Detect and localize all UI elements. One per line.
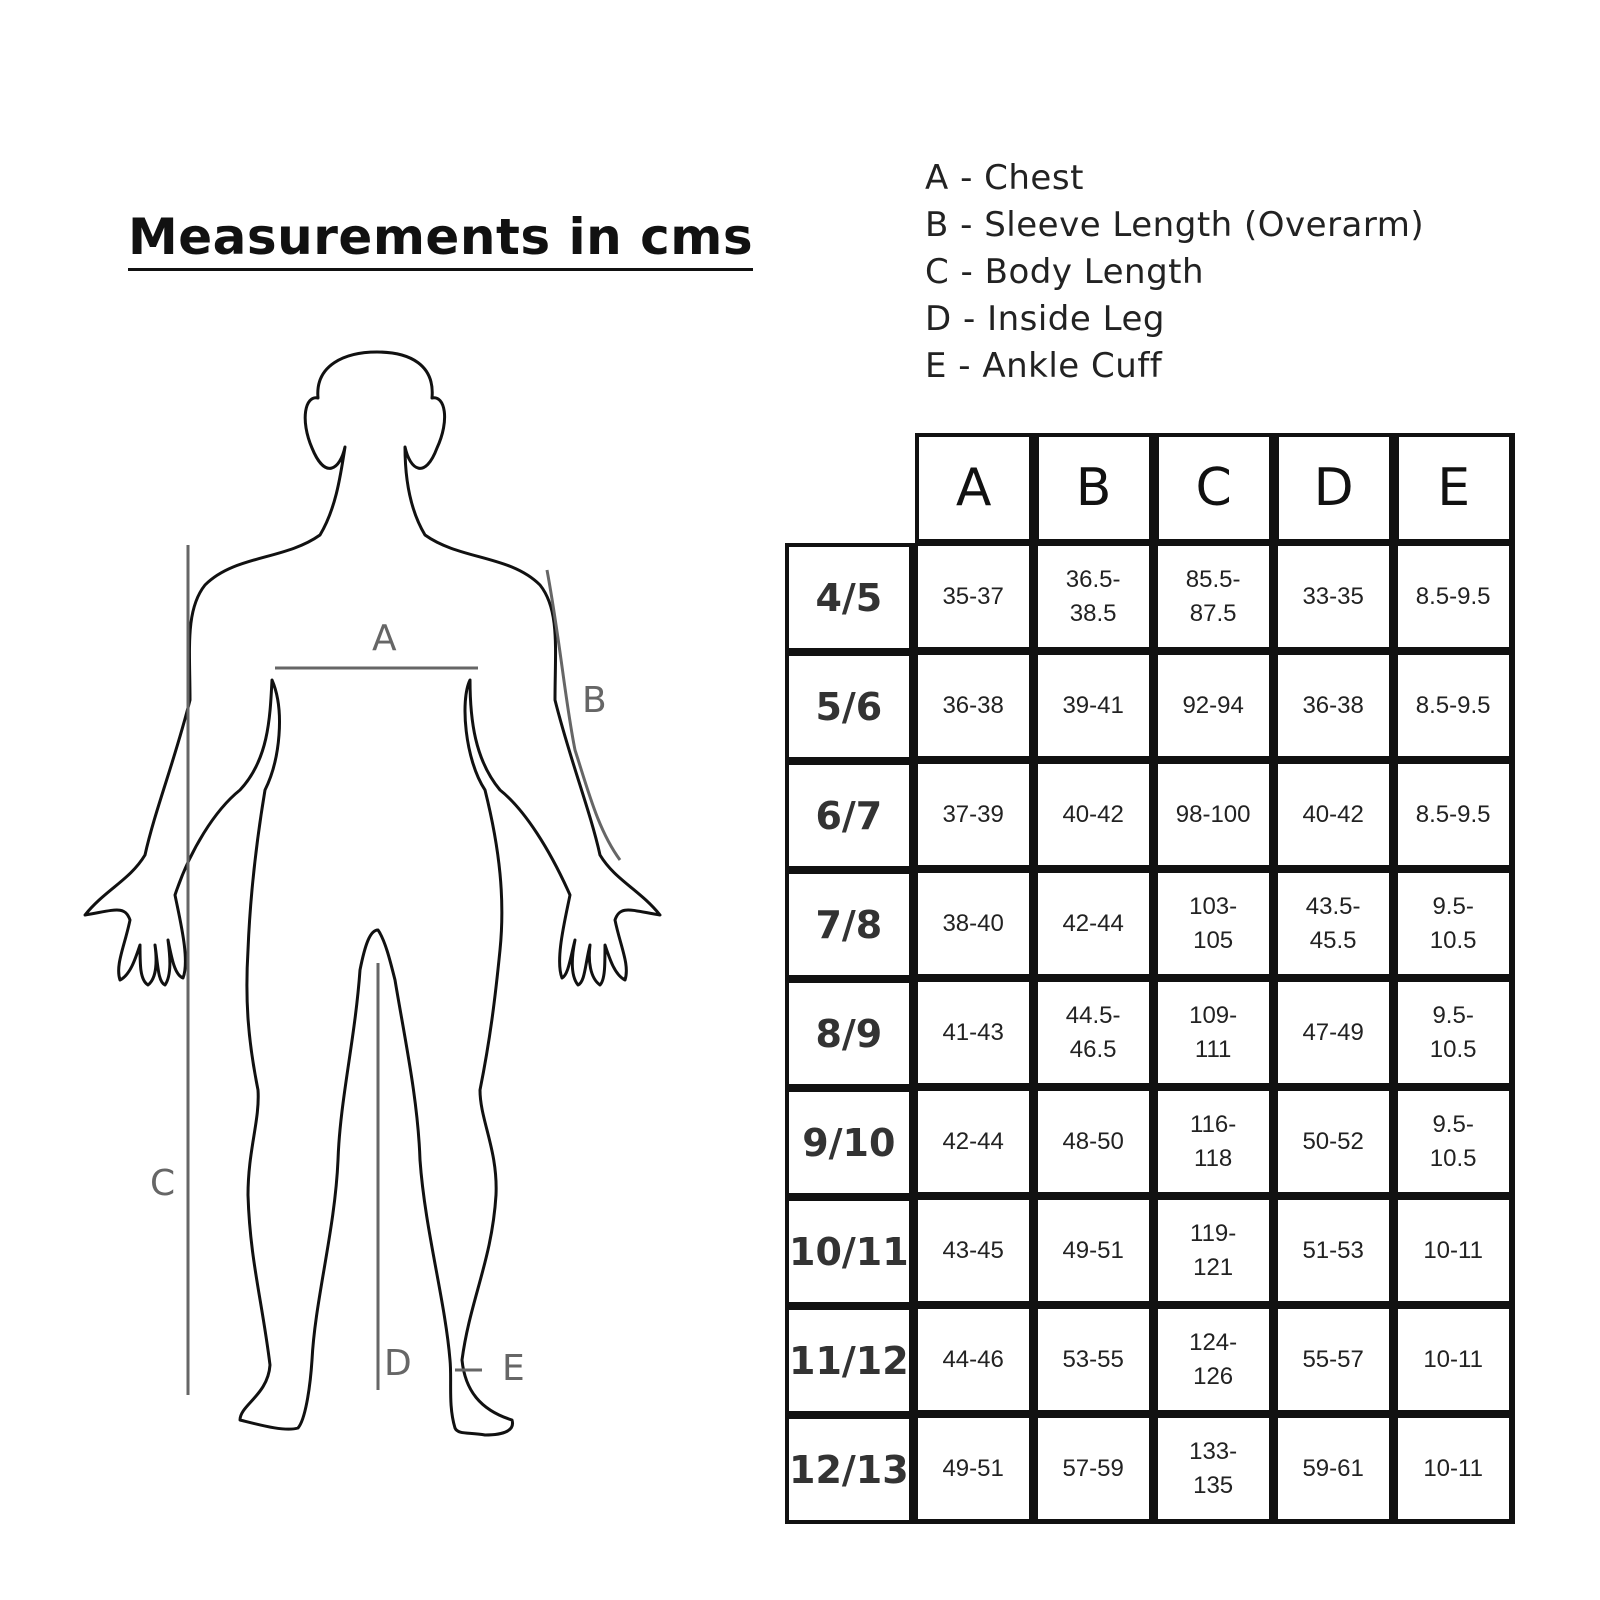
- table-cell: [1035, 761, 1155, 870]
- cell-value: 9.5-10.5: [1429, 1110, 1477, 1172]
- size-label: 6/7: [785, 761, 915, 870]
- size-label: 10/11: [785, 1197, 915, 1306]
- cell-value: 38-40: [942, 909, 1004, 937]
- cell-value: 8.5-9.5: [1415, 691, 1491, 719]
- size-label: 8/9: [785, 979, 915, 1088]
- table-cell: [1275, 543, 1395, 652]
- table-cell: [1275, 652, 1395, 761]
- measurement-legend: [925, 155, 1424, 390]
- table-cell: [1035, 1197, 1155, 1306]
- cell-value: 33-35: [1302, 582, 1364, 610]
- table-cell: [1395, 1088, 1515, 1197]
- cell-value: 37-39: [942, 800, 1004, 828]
- figure-label-b: B: [582, 680, 607, 721]
- table-row: [785, 761, 1515, 870]
- legend-item-b: B - Sleeve Length (Overarm): [925, 205, 1425, 245]
- cell-value: 35-37: [942, 582, 1004, 610]
- column-header-c: C: [1155, 433, 1275, 543]
- cell-value: 43.5-45.5: [1305, 892, 1361, 954]
- cell-value: 57-59: [1062, 1454, 1124, 1482]
- cell-value: 50-52: [1302, 1127, 1364, 1155]
- table-cell: [1155, 979, 1275, 1088]
- table-cell: [1035, 543, 1155, 652]
- table-corner: [785, 433, 915, 543]
- table-cell: [1035, 652, 1155, 761]
- column-header-a: A: [915, 433, 1035, 543]
- cell-value: 39-41: [1062, 691, 1124, 719]
- table-cell: [915, 1306, 1035, 1415]
- table-cell: [1275, 1088, 1395, 1197]
- cell-value: 49-51: [1062, 1236, 1124, 1264]
- table-row: [785, 543, 1515, 652]
- table-cell: [915, 1197, 1035, 1306]
- cell-value: 98-100: [1175, 800, 1251, 828]
- table-cell: [1155, 1088, 1275, 1197]
- cell-value: 8.5-9.5: [1415, 582, 1491, 610]
- table-row: [785, 652, 1515, 761]
- table-cell: [1035, 870, 1155, 979]
- table-header-row: [785, 433, 1515, 543]
- cell-value: 40-42: [1062, 800, 1124, 828]
- figure-label-d: D: [384, 1343, 412, 1384]
- table-cell: [1275, 761, 1395, 870]
- cell-value: 85.5-87.5: [1185, 565, 1241, 627]
- size-label: 9/10: [785, 1088, 915, 1197]
- table-cell: [1155, 1415, 1275, 1524]
- legend-item-e: E - Ankle Cuff: [925, 346, 1163, 386]
- cell-value: 10-11: [1423, 1345, 1483, 1373]
- cell-value: 59-61: [1302, 1454, 1364, 1482]
- cell-value: 42-44: [1062, 909, 1124, 937]
- cell-value: 36-38: [942, 691, 1004, 719]
- table-cell: [1395, 1306, 1515, 1415]
- table-cell: [1395, 979, 1515, 1088]
- cell-value: 51-53: [1302, 1236, 1364, 1264]
- table-cell: [1275, 1415, 1395, 1524]
- cell-value: 36-38: [1302, 691, 1364, 719]
- table-cell: [915, 543, 1035, 652]
- table-row: [785, 1306, 1515, 1415]
- table-cell: [1395, 1197, 1515, 1306]
- legend-item-c: C - Body Length: [925, 252, 1205, 292]
- table-row: [785, 1088, 1515, 1197]
- table-cell: [1035, 1306, 1155, 1415]
- table-cell: [1155, 1197, 1275, 1306]
- table-cell: [1395, 1415, 1515, 1524]
- table-row: [785, 870, 1515, 979]
- table-row: [785, 1197, 1515, 1306]
- size-chart-table: [785, 433, 1515, 1524]
- cell-value: 9.5-10.5: [1429, 1001, 1477, 1063]
- cell-value: 53-55: [1062, 1345, 1124, 1373]
- table-cell: [915, 870, 1035, 979]
- cell-value: 40-42: [1302, 800, 1364, 828]
- table-cell: [1155, 1306, 1275, 1415]
- table-cell: [915, 1088, 1035, 1197]
- cell-value: 44.5-46.5: [1065, 1001, 1121, 1063]
- cell-value: 9.5-10.5: [1429, 892, 1477, 954]
- cell-value: 43-45: [942, 1236, 1004, 1264]
- legend-item-a: A - Chest: [925, 158, 1084, 198]
- cell-value: 42-44: [942, 1127, 1004, 1155]
- table-row: [785, 1415, 1515, 1524]
- size-label: 5/6: [785, 652, 915, 761]
- column-header-d: D: [1275, 433, 1395, 543]
- size-label: 7/8: [785, 870, 915, 979]
- cell-value: 116-118: [1190, 1110, 1237, 1172]
- cell-value: 124-126: [1189, 1328, 1238, 1390]
- cell-value: 47-49: [1302, 1018, 1364, 1046]
- table-cell: [1035, 979, 1155, 1088]
- table-cell: [1395, 870, 1515, 979]
- cell-value: 36.5-38.5: [1065, 565, 1121, 627]
- figure-label-e: E: [502, 1348, 525, 1389]
- table-cell: [1275, 979, 1395, 1088]
- table-cell: [1035, 1415, 1155, 1524]
- cell-value: 41-43: [942, 1018, 1004, 1046]
- figure-label-a: A: [372, 618, 397, 659]
- cell-value: 10-11: [1423, 1454, 1483, 1482]
- cell-value: 119-121: [1190, 1219, 1237, 1281]
- page-title: Measurements in cms: [128, 208, 753, 271]
- cell-value: 44-46: [942, 1345, 1004, 1373]
- table-cell: [915, 652, 1035, 761]
- cell-value: 133-135: [1189, 1437, 1238, 1499]
- cell-value: 103-105: [1189, 892, 1238, 954]
- table-cell: [1275, 870, 1395, 979]
- size-label: 12/13: [785, 1415, 915, 1524]
- cell-value: 55-57: [1302, 1345, 1364, 1373]
- table-cell: [1155, 761, 1275, 870]
- table-row: [785, 979, 1515, 1088]
- cell-value: 10-11: [1423, 1236, 1483, 1264]
- cell-value: 109-111: [1189, 1001, 1238, 1063]
- size-label: 4/5: [785, 543, 915, 652]
- column-header-b: B: [1035, 433, 1155, 543]
- table-cell: [1155, 543, 1275, 652]
- figure-label-c: C: [150, 1163, 176, 1204]
- size-label: 11/12: [785, 1306, 915, 1415]
- table-cell: [1155, 870, 1275, 979]
- cell-value: 92-94: [1182, 691, 1244, 719]
- table-cell: [1395, 761, 1515, 870]
- cell-value: 48-50: [1062, 1127, 1124, 1155]
- table-cell: [915, 979, 1035, 1088]
- table-cell: [915, 1415, 1035, 1524]
- table-cell: [915, 761, 1035, 870]
- cell-value: 49-51: [942, 1454, 1004, 1482]
- legend-item-d: D - Inside Leg: [925, 299, 1165, 339]
- body-outline-figure: [0, 0, 780, 1500]
- table-cell: [1275, 1197, 1395, 1306]
- table-cell: [1035, 1088, 1155, 1197]
- table-cell: [1395, 543, 1515, 652]
- table-cell: [1395, 652, 1515, 761]
- body-silhouette: [85, 352, 660, 1435]
- table-cell: [1155, 652, 1275, 761]
- cell-value: 8.5-9.5: [1415, 800, 1491, 828]
- table-cell: [1275, 1306, 1395, 1415]
- column-header-e: E: [1395, 433, 1515, 543]
